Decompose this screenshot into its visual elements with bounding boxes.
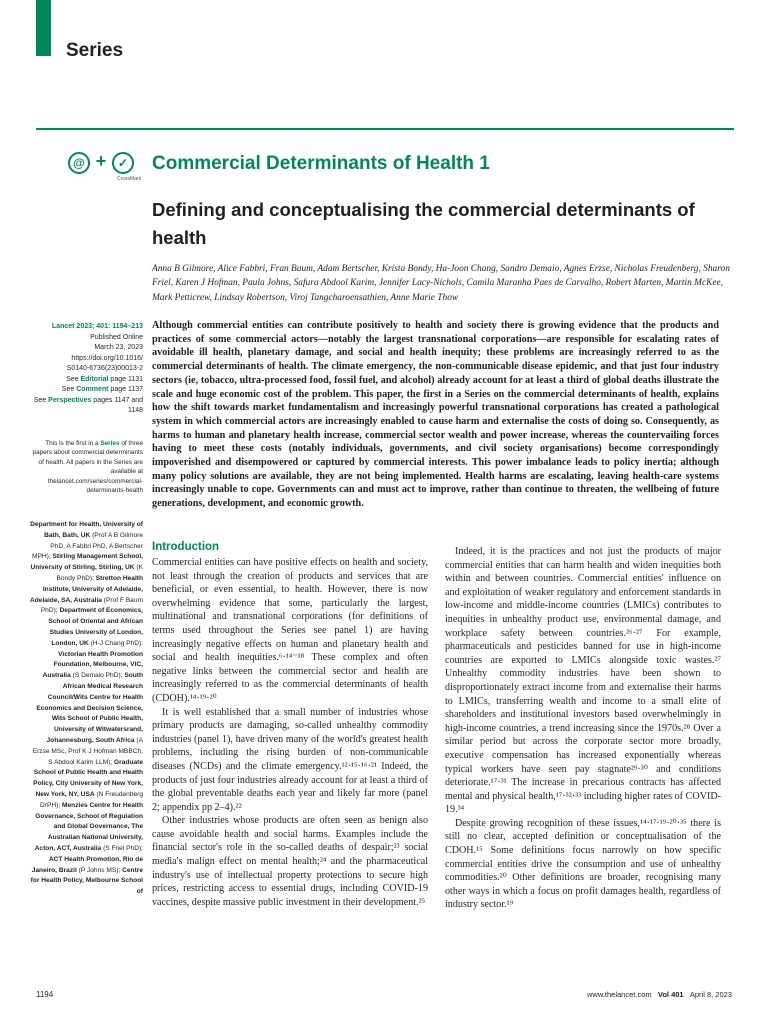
body-column-1 (152, 540, 428, 909)
author-list: Anna B Gilmore, Alice Fabbri, Fran Baum, Adam Bertscher, Krista Bondy, Ha-Joon Chang, Sandro Demaio, Agnes Erzse, Nicholas Freudenberg, Sharon Friel, Karen J Hofman, Paula Johns, Safura Abdool Karim, Jennifer Lacy-Nichols, Camila Maranha Paes de Carvalho, Robert Marten, Martin McKee, Mark Petticrew, Lindsay Robertson, Viroj Tangcharoensathien, Anne Marie Thow (152, 264, 730, 303)
doi-line-2[interactable]: S0140-6736(23)00013-2 (66, 365, 143, 372)
body-column-2 (445, 545, 721, 912)
crossmark-icon[interactable]: ✓ (112, 152, 134, 174)
plus-icon: + (95, 151, 107, 171)
paragraph: Despite growing recognition of these issues,¹⁴·¹⁷·¹⁹·²⁰·³⁵ there is still no clear, accepted definition or conceptualisation of the CDOH.¹⁵ Some definitions focus narrowly on how specific commercial entities drive the consumption and use of unhealthy commodities.²⁰ Other definitions are broader, recognising many other ways in which a focus on profit damages health, regardless of industry sector.¹⁹ (445, 817, 721, 911)
series-label: Series (66, 40, 124, 61)
page-number: 1194 (36, 990, 54, 999)
doi-line-1[interactable]: https://doi.org/10.1016/ (71, 354, 143, 362)
editorial-link[interactable]: Editorial (80, 375, 109, 383)
series-kicker: Commercial Determinants of Health 1 (152, 153, 490, 174)
paragraph: Commercial entities can have positive effects on health and society, not least through the creation of products and services that are beneficial, or even essential, to health. However, there is now overwhelming evidence that some, particularly the largest, multinational and transnational corporations (for definitions of terms used throughout the Series see panel 1) are having increasingly negative effects on human and planetary health and social and health inequities.⁶·¹⁴⁻¹⁸ These complex and often negative links between the commercial sector and health are increasingly referred to as the commercial determinants of health (CDOH).¹⁴·¹⁹·²⁰ (152, 557, 428, 704)
citation: Lancet 2023; 401: 1194–213 (51, 323, 143, 330)
volume: Vol 401 (657, 990, 684, 999)
crossmark-label: CrossMark (117, 176, 142, 182)
abstract: Although commercial entities can contribute positively to health and society there is growing evidence that the products and practices of some commercial actors—notably the largest transnational corporations—are responsible for escalating rates of avoidable ill health, planetary damage, and social and health inequity; these problems are increasingly referred to as the commercial determinants of health. The climate emergency, the non-communicable disease epidemic, and that just four industry sectors (ie, tobacco, ultra-processed food, fossil fuel, and alcohol) already account for at least a third of global deaths illustrate the scale and huge economic cost of the problem. This paper, the first in a Series on the commercial determinants of health, explains how the shift towards market fundamentalism and increasingly powerful transnational corporations has created a pathological system in which commercial actors are increasingly enabled to cause harm and externalise the costs of doing so. Consequently, as harms to human and planetary health increase, commercial sector wealth and power increase, whereas the countervailing forces having to meet these costs (notably individuals, governments, and civil society organisations) become correspondingly impoverished and disempowered or captured by commercial interests. This power imbalance leads to policy inertia; although many policy solutions are available, they are not being implemented. Health harms are escalating, leaving health-care systems increasingly unable to cope. Governments can and must act to improve, rather than continue to threaten, the wellbeing of future generations, development, and economic growth. (152, 320, 719, 510)
see-perspectives: See Perspectives pages 1147 and 1148 (33, 396, 143, 414)
series-link[interactable]: Series (100, 440, 120, 447)
header-color-bar (36, 0, 51, 56)
see-editorial: See Editorial page 1131 (66, 375, 143, 383)
article-title: Defining and conceptualising the commercial determinants of health (152, 199, 695, 248)
journal-url[interactable]: www.thelancet.com (587, 990, 652, 999)
paragraph: It is well established that a small number of industries whose primary products are damaging, so-called unhealthy commodity industries (panel 1), have driven many of the world's greatest health problems, including the rising burden of non-communicable diseases (NCDs) and the climate emergency.¹²·¹⁵·¹⁶·²¹ Indeed, the products of just four industries already account for at least a third of the global preventable deaths each year and likely far more (panel 2; appendix pp 2–4).²² (152, 706, 428, 813)
perspectives-link[interactable]: Perspectives (48, 396, 92, 404)
published-date: March 23, 2023 (94, 344, 143, 351)
header-rule (36, 128, 734, 130)
series-note: This is the first in a Series of three papers about commercial determinants of health. All papers in the Series are available at thelancet.com/series/commercial-determinants-health (32, 440, 143, 495)
issue-date: April 8, 2023 (689, 990, 732, 999)
access-icons (68, 152, 134, 174)
citation-sidebar (30, 322, 143, 417)
comment-link[interactable]: Comment (76, 386, 109, 393)
see-comment: See Comment page 1137 (61, 386, 143, 393)
open-access-icon: @ (68, 152, 90, 174)
journal-footer (587, 990, 732, 999)
published-label: Published Online (90, 333, 143, 341)
paragraph: Other industries whose products are often seen as benign also cause avoidable health and social harms. Examples include the financial sector's role in the so-called deaths of despair;²³ social media's malign effect on mental health;²⁴ and the pharmaceutical industry's use of intellectual property protections to secure high prices, restricting access to essential drugs, including COVID-19 vaccines, despite massive public investment in their development.²⁵ (152, 815, 428, 908)
affiliations: Department for Health, University of Bath, Bath, UK (Prof A B Gilmore PhD, A Fabbri PhD, A Bertscher MPH); Stirling Management School, University of Stirling, Stirling, UK (K Bondy PhD); Stretton Health Institute, University of Adelaide, Adelaide, SA, Australia (Prof F Baum PhD); Department of Economics, School of Oriental and African Studies University of London, London, UK (H-J Chang PhD); Victorian Health Promotion Foundation, Melbourne, VIC, Australia (S Demaio PhD); South African Medical Research Council/Wits Centre for Health Economics and Decision Science, Wits School of Public Health, University of Witwatersrand, Johannesburg, South Africa (A Erzse MSc, Prof K J Hofman MBBCh, S Abdool Karim LLM); Graduate School of Public Health and Health Policy, City University of New York, New York, NY, USA (N Freudenberg DrPH); Menzies Centre for Health Governance, School of Regulation and Global Governance, The Australian National University, Acton, ACT, Australia (S Friel PhD); ACT Health Promotion, Rio de Janeiro, Brazil (P Johns MS); Centre for Health Policy, Melbourne School of (30, 521, 143, 896)
paragraph: Indeed, it is the practices and not just the products of major commercial entities that can harm health and widen inequities both within and between countries. Commercial entities' influence on and exploitation of weaker regulatory and enforcement standards in low-income and middle-income countries (LMICs) contributes to inequities in unhealthy product use, environmental damage, and workplace safety between countries.²⁶·²⁷ For example, pharmaceuticals and pesticides banned for use in high-income countries are exported to LMICs alongside toxic wastes.²⁷ Unhealthy commodity industries have been shown to disproportionately extract income from and externalise their harms to LMICs, transferring wealth and income to a small elite of shareholders and institutional investors based overwhelmingly in high-income countries, a trend increasing since the 1970s.²⁸ Over a similar period but across the corporate sector more broadly, executive compensation has increased exponentially whereas typical workers have seen pay stagnate²⁹·³⁰ and conditions deteriorate.¹⁷·³¹ The increase in precarious contracts has affected mental and physical health,¹⁷·³²·³³ including higher rates of COVID-19.³⁴ (445, 546, 721, 816)
intro-heading: Introduction (152, 541, 220, 553)
